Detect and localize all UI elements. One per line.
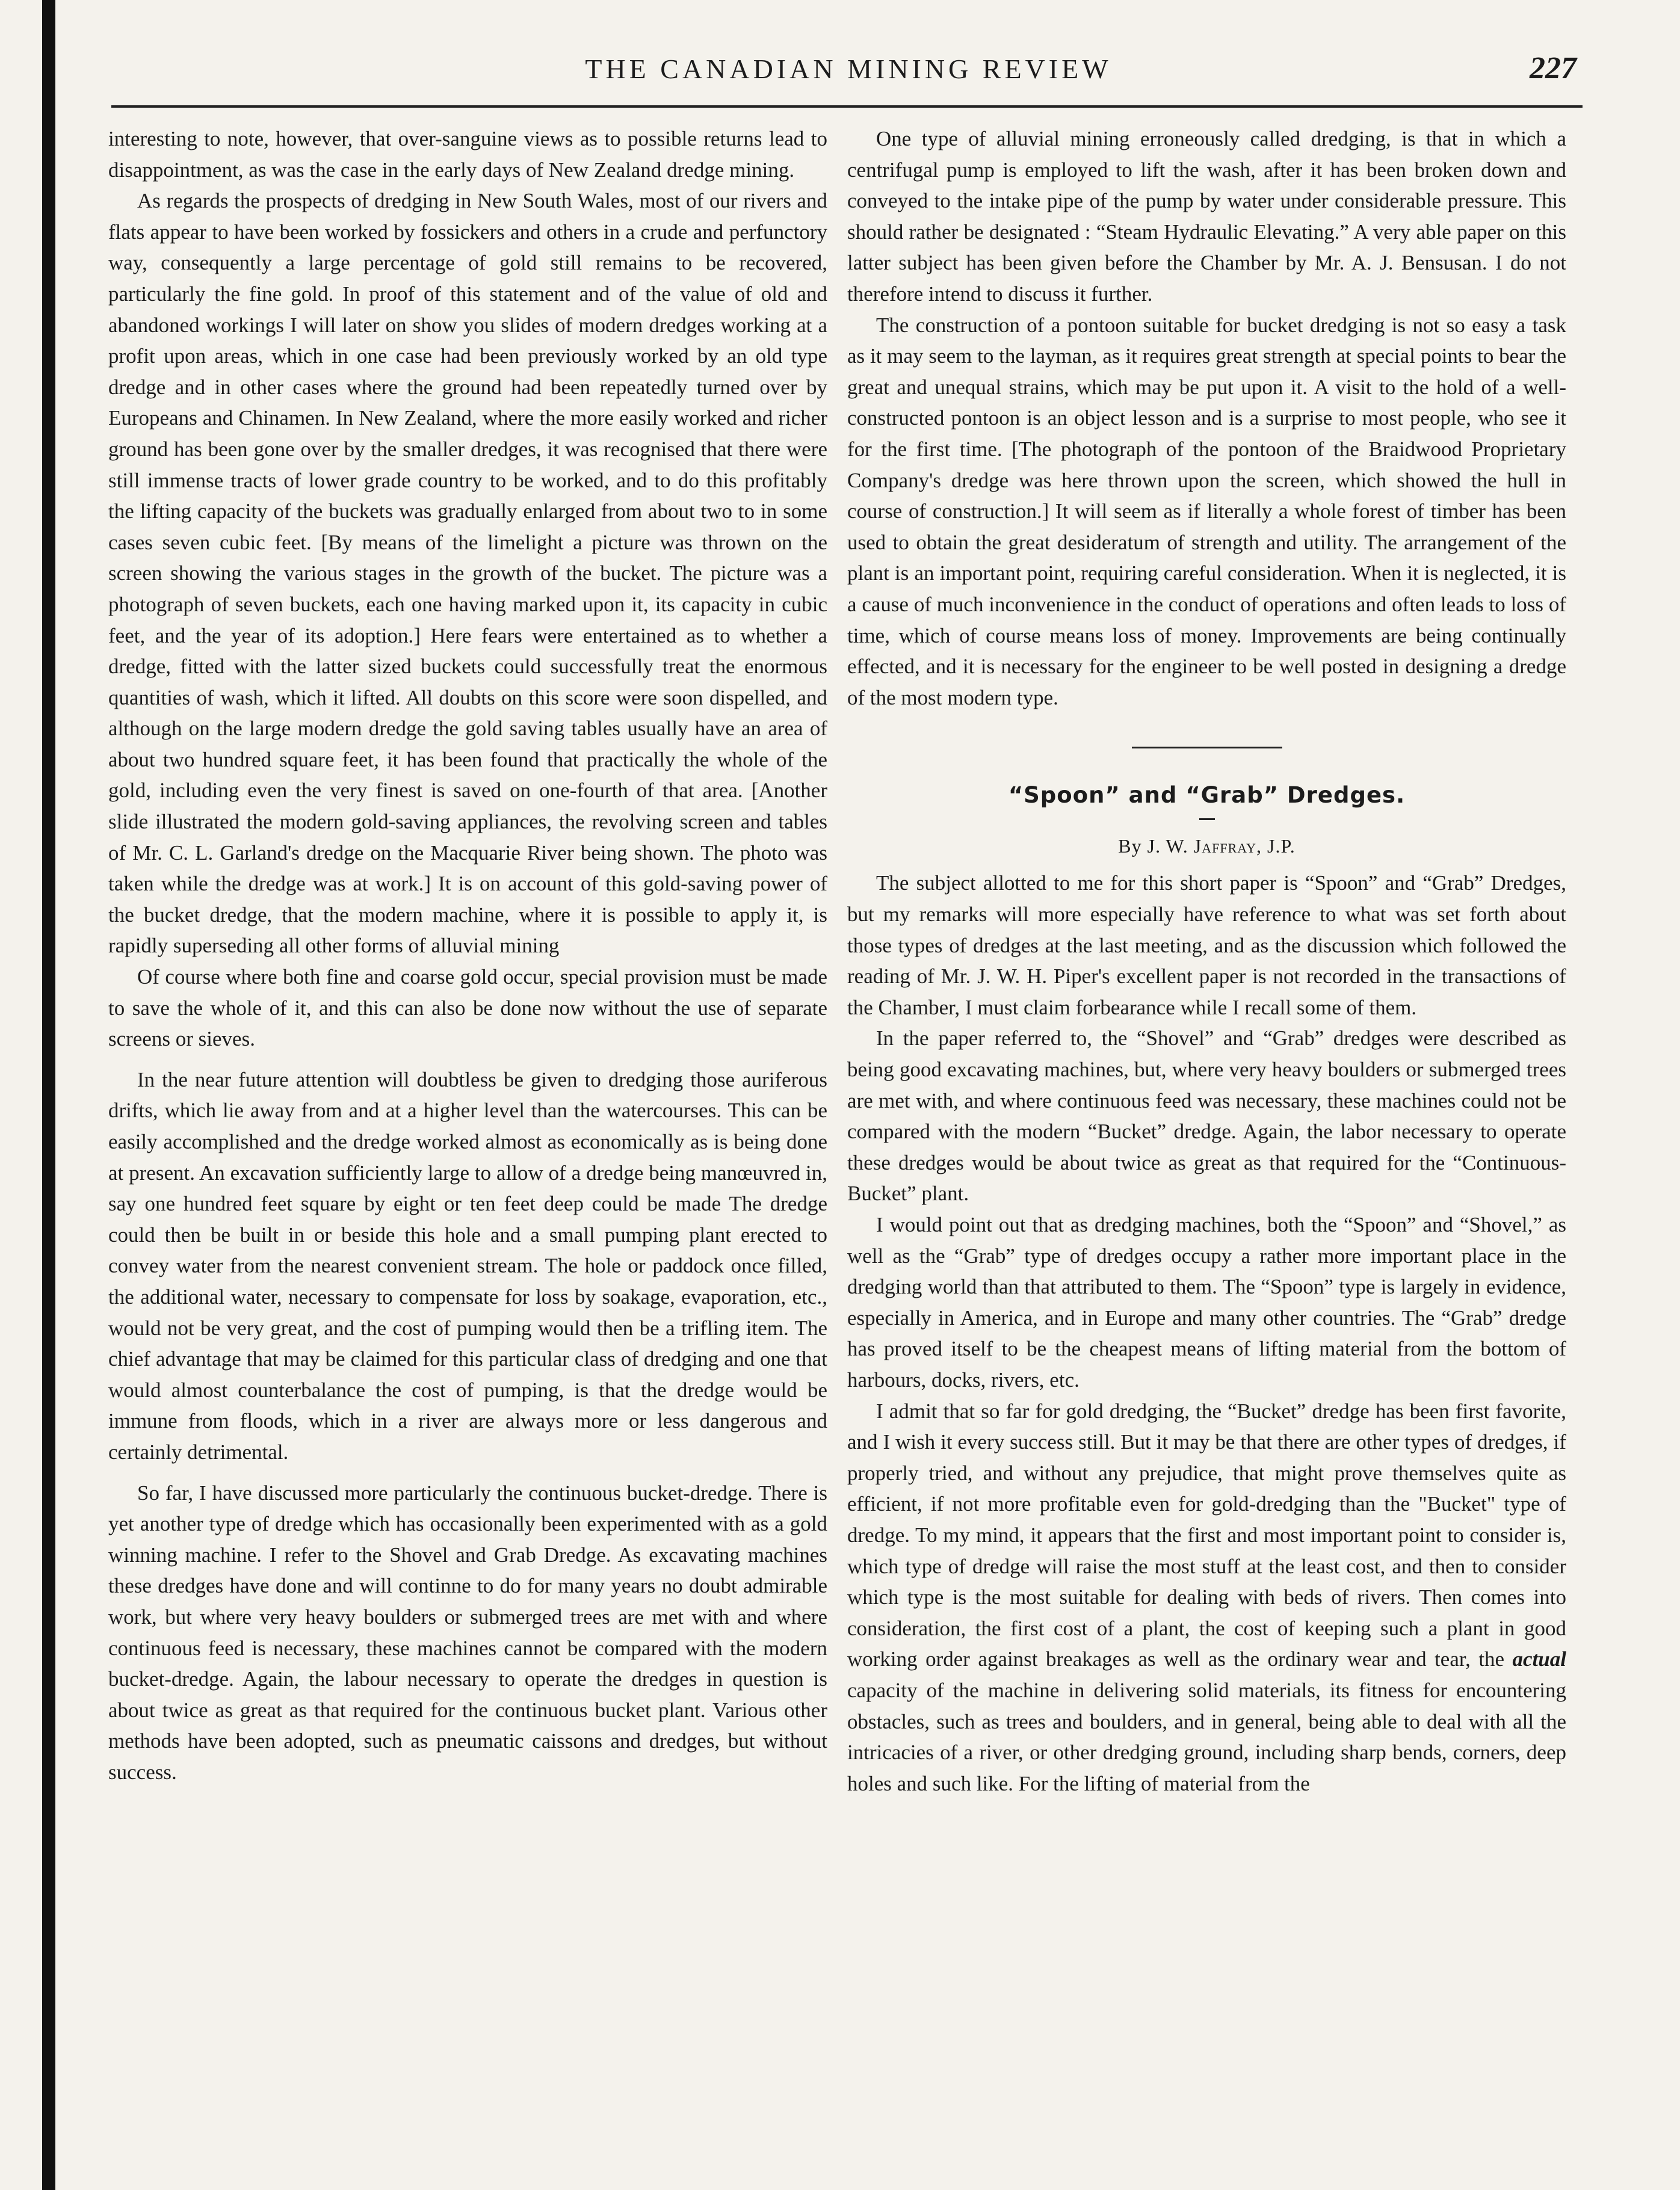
paragraph: interesting to note, however, that over-sanguine views as to possible returns lead to disappointment, as was the case in the early days of New Zealand dredge mining. xyxy=(108,127,827,182)
journal-title: THE CANADIAN MINING REVIEW xyxy=(585,54,1112,84)
paragraph: I would point out that as dredging machines, both the “Spoon” and “Shovel,” as well as the “Grab” type of dredges occupy a rather more important place in the dredging world than that attributed to them. The “Spoon” type is largely in evidence, especially in America, and in Europe and many other countries. The “Grab” dredge has proved itself to be the cheapest means of lifting material from the bottom of harbours, docks, rivers, etc. xyxy=(847,1213,1566,1392)
paragraph: One type of alluvial mining erroneously called dredging, is that in which a centrifugal pump is employed to lift the wash, after it has been broken down and conveyed to the intake pipe of the pump by water under considerable pressure. This should rather be designated : “Steam Hydraulic Elevating.” A very able paper on this latter subject has been given before the Chamber by Mr. A. J. Bensusan. I do not therefore intend to discuss it further. xyxy=(847,127,1566,306)
byline xyxy=(847,831,1566,862)
emphasis-actual: actual xyxy=(1512,1647,1566,1671)
paragraph-text: I admit that so far for gold dredging, the “Bucket” dredge has been first favorite, and I wish it every success still. But it may be that there are other types of dredges, if properly tried, and without any prejudice, that might prove themselves quite as efficient, if not more profitable even for gold-dredging than the "Bucket" type of dredge. To my mind, it appears that the first and most important point to consider is, which type of dredge will raise the most stuff at the least cost, and then to consider which type is the most suitable for dealing with beds of rivers. Then comes into consideration, the first cost of a plant, the cost of keeping such a plant in good working order against breakages as well as the ordinary wear and tear, the xyxy=(847,1399,1566,1671)
title-dash xyxy=(1199,818,1215,820)
header-rule xyxy=(111,105,1583,108)
right-column xyxy=(847,123,1566,1799)
paragraph: In the paper referred to, the “Shovel” and “Grab” dredges were described as being good excavating machines, but, where very heavy boulders or submerged trees are met with, and where continuous feed was necessary, these machines could not be compared with the modern “Bucket” dredge. Again, the labor necessary to operate these dredges would be about twice as great as that required for the “Continuous-Bucket” plant. xyxy=(847,1026,1566,1206)
paragraph: As regards the prospects of dredging in New South Wales, most of our rivers and flats appear to have been worked by fossickers and others in a crude and perfunctory way, consequently a large percentage of gold still remains to be recovered, particularly the fine gold. In proof of this statement and of the value of old and abandoned workings I will later on show you slides of modern dredges working at a profit upon areas, which in one case had been previously worked by an old type dredge and in other cases where the ground had been repeatedly turned over by Europeans and Chinamen. In New Zealand, where the more easily worked and richer ground has been gone over by the smaller dredges, it was recognised that there were still immense tracts of lower grade country to be worked, and to do this profitably the lifting capacity of the buckets was gradually enlarged from about two to in some cases seven cubic feet. [By means of the limelight a picture was thrown on the screen showing the various stages in the growth of the bucket. The picture was a photograph of seven buckets, each one having marked upon it, its capacity in cubic feet, and the year of its adoption.] Here fears were entertained as to whether a dredge, fitted with the latter sized buckets could successfully treat the enormous quantities of wash, which it lifted. All doubts on this score were soon dispelled, and although on the large modern dredge the gold saving tables usually have an area of about two hundred square feet, it has been found that practically the whole of the gold, including even the very finest is saved on one-fourth of that area. [Another slide illustrated the modern gold-saving appliances, the revolving screen and tables of Mr. C. L. Garland's dredge on the Macquarie River being shown. The photo was taken while the dredge was at work.] It is on account of this gold-saving power of the bucket dredge, that the modern machine, where it is possible to apply it, is rapidly superseding all other forms of alluvial mining xyxy=(108,189,827,958)
paragraph: So far, I have discussed more particularly the continuous bucket-dredge. There is yet another type of dredge which has occasionally been experimented with as a gold winning machine. I refer to the Shovel and Grab Dredge. As excavating machines these dredges have done and will continne to do for many years no doubt admirable work, but where very heavy boulders or submerged trees are met with and where continuous feed is necessary, these machines cannot be compared with the modern bucket-dredge. Again, the labour necessary to operate the dredges in question is about twice as great as that required for the continuous bucket plant. Various other methods have been adopted, such as pneumatic caissons and dredges, but without success. xyxy=(108,1481,827,1784)
article-title: “Spoon” and “Grab” Dredges. xyxy=(1008,782,1406,809)
left-column xyxy=(108,123,827,1787)
paragraph: In the near future attention will doubtless be given to dredging those auriferous drifts, which lie away from and at a higher level than the watercourses. This can be easily accomplished and the dredge worked almost as economically as is being done at present. An excavation sufficiently large to allow of a dredge being manœuvred in, say one hundred feet square by eight or ten feet deep could be made The dredge could then be built in or beside this hole and a small pumping plant erected to convey water from the nearest convenient stream. The hole or paddock once filled, the additional water, necessary to compensate for loss by soakage, evaporation, etc., would not be very great, and the cost of pumping would then be a trifling item. The chief advantage that may be claimed for this particular class of dredging and one that would almost counterbalance the cost of pumping, is that the dredge would be immune from floods, which in a river are always more or less dangerous and certainly detrimental. xyxy=(108,1067,827,1464)
paragraph: The subject allotted to me for this short paper is “Spoon” and “Grab” Dredges, but my remarks will more especially have reference to what was set forth about those types of dredges at the last meeting, and as the discussion which followed the reading of Mr. J. W. H. Piper's excellent paper is not recorded in the transactions of the Chamber, I must claim forbearance while I recall some of them. xyxy=(847,871,1566,1019)
byline-prefix: By xyxy=(1118,834,1142,857)
paragraph: The construction of a pontoon suitable for bucket dredging is not so easy a task as it may seem to the layman, as it requires great strength at special points to bear the great and unequal strains, which may be put upon it. A visit to the hold of a well-constructed pontoon is an object lesson and is a surprise to most people, who see it for the first time. [The photograph of the pontoon of the Braidwood Proprietary Company's dredge was here thrown upon the screen, which showed the hull in course of construction.] It will seem as if literally a whole forest of timber has been used to obtain the great desideratum of strength and utility. The arrangement of the plant is an important point, requiring careful consideration. When it is neglected, it is a cause of much inconvenience in the conduct of operations and often leads to loss of time, which of course means loss of money. Improvements are being continually effected, and it is necessary for the engineer to be well posted in designing a dredge of the most modern type. xyxy=(847,313,1566,709)
page-number: 227 xyxy=(1530,51,1577,85)
author-name: J. W. Jaffray, J.P. xyxy=(1147,834,1296,857)
paragraph xyxy=(847,1396,1566,1800)
binding-edge xyxy=(42,0,55,2190)
paragraph: Of course where both fine and coarse gold occur, special provision must be made to save the whole of it, and this can also be done now without the use of separate screens or sieves. xyxy=(108,965,827,1051)
paragraph-text: capacity of the machine in delivering solid materials, its fitness for encountering obstacles, such as trees and boulders, and in general, being able to deal with all the intricacies of a river, or other dredging ground, including sharp bends, corners, deep holes and such like. For the lifting of material from the xyxy=(847,1678,1566,1795)
section-divider xyxy=(1132,747,1282,748)
running-head xyxy=(120,53,1577,95)
